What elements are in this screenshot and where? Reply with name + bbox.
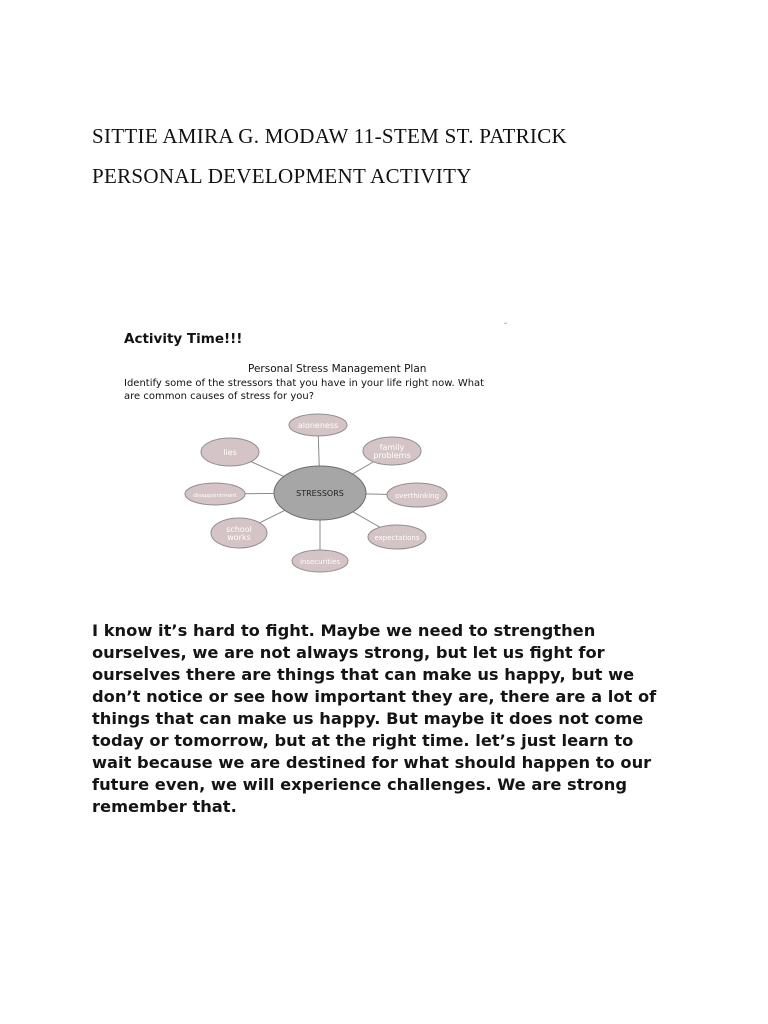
prompt-line-2: are common causes of stress for you? [124, 391, 314, 402]
prompt-line-1: Identify some of the stressors that you have in your life right now. What [124, 378, 485, 389]
paragraph-line: don’t notice or see how important they are, there are a lot of [92, 687, 657, 706]
stressor-label: aloneness [297, 421, 339, 430]
activity-heading: PERSONAL DEVELOPMENT ACTIVITY [92, 164, 472, 188]
reflection-paragraph [92, 620, 712, 818]
paragraph-line: future even, we will experience challenges. We are strong [92, 775, 627, 794]
stressor-label: works [227, 533, 251, 542]
stressor-label: insecurities [299, 558, 341, 566]
stressor-label: school [226, 525, 252, 534]
plan-title: Personal Stress Management Plan [248, 363, 427, 375]
activity-image [112, 318, 572, 580]
stressor-label: disappointment [193, 493, 237, 499]
paragraph-line: I know it’s hard to fight. Maybe we need to strengthen [92, 621, 596, 640]
student-name-heading: SITTIE AMIRA G. MODAW 11-STEM ST. PATRICK [92, 124, 567, 148]
stressor-label: expectations [374, 534, 420, 542]
stressors-mind-map [112, 318, 572, 580]
center-node-label: STRESSORS [296, 489, 344, 498]
activity-title: Activity Time!!! [124, 331, 243, 347]
paragraph-line: remember that. [92, 797, 237, 816]
paragraph-line: ourselves, we are not always strong, but let us fight for [92, 643, 605, 662]
stressor-label: overthinking [394, 492, 440, 500]
stressor-label: problems [373, 451, 411, 460]
stressor-label: family [379, 443, 405, 452]
corner-mark: “ [504, 322, 508, 329]
paragraph-line: wait because we are destined for what should happen to our [92, 753, 652, 772]
stressor-label: lies [223, 448, 237, 457]
paragraph-line: ourselves there are things that can make us happy, but we [92, 665, 635, 684]
paragraph-line: things that can make us happy. But maybe it does not come [92, 709, 644, 728]
paragraph-line: today or tomorrow, but at the right time. let’s just learn to [92, 731, 634, 750]
